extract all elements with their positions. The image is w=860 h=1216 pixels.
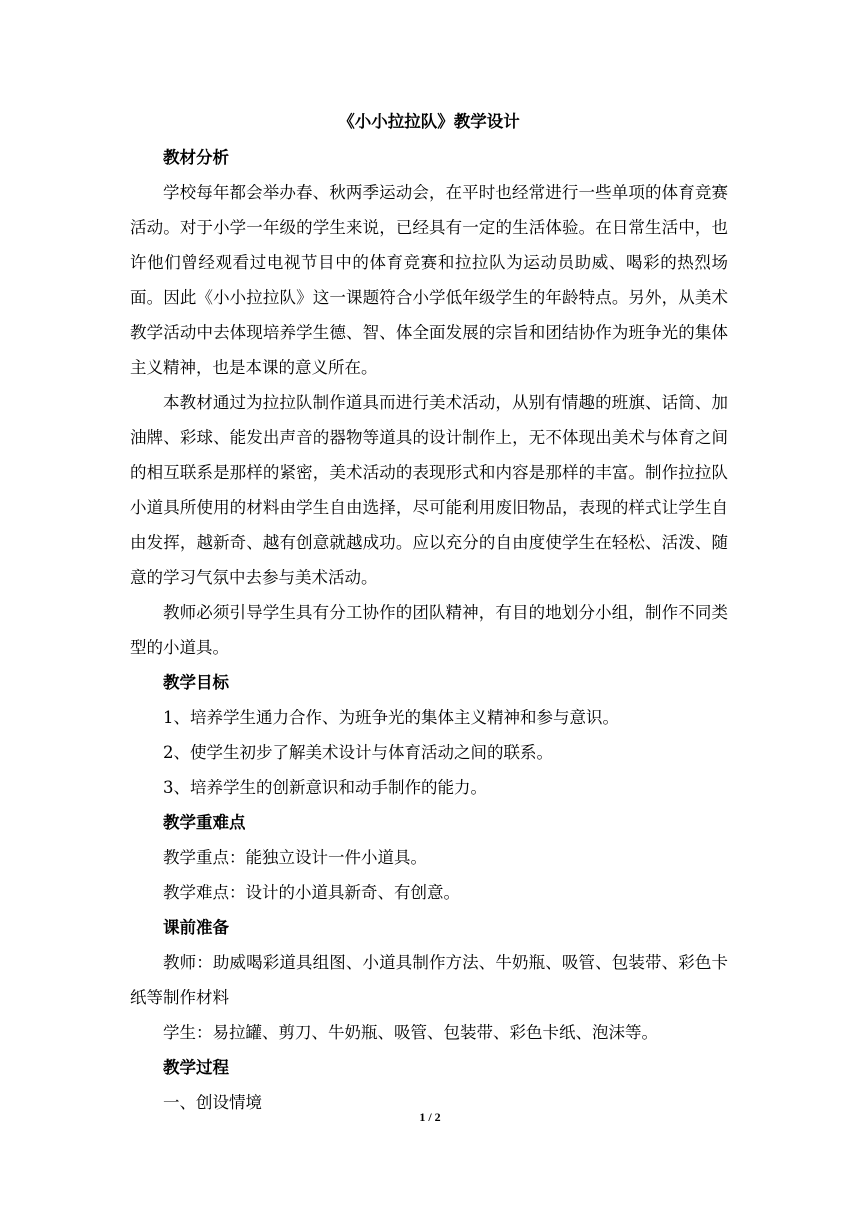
list-item: 一、创设情境	[163, 1093, 262, 1112]
list-item: 3、培养学生的创新意识和动手制作的能力。	[163, 778, 487, 797]
list-item: 教学难点：设计的小道具新奇、有创意。	[163, 883, 460, 902]
list-item: 学生：易拉罐、剪刀、牛奶瓶、吸管、包装带、彩色卡纸、泡沫等。	[163, 1023, 658, 1042]
document-body	[130, 104, 728, 1120]
document-title: 《小小拉拉队》教学设计	[338, 112, 520, 131]
section-heading-teaching-process: 教学过程	[163, 1058, 229, 1077]
list-item: 1、培养学生通力合作、为班争光的集体主义精神和参与意识。	[163, 708, 619, 727]
paragraph: 教师：助威喝彩道具组图、小道具制作方法、牛奶瓶、吸管、包装带、彩色卡纸等制作材料	[130, 953, 728, 1007]
page-number: 1 / 2	[419, 1110, 441, 1124]
section-heading-textbook-analysis: 教材分析	[163, 148, 229, 167]
list-item: 2、使学生初步了解美术设计与体育活动之间的联系。	[163, 743, 553, 762]
paragraph: 教师必须引导学生具有分工协作的团队精神，有目的地划分小组，制作不同类型的小道具。	[130, 603, 728, 657]
list-item: 教学重点：能独立设计一件小道具。	[163, 848, 427, 867]
paragraph: 学校每年都会举办春、秋两季运动会，在平时也经常进行一些单项的体育竞赛活动。对于小学一年级的学生来说，已经具有一定的生活体验。在日常生活中，也许他们曾经观看过电视节目中的体育竞赛和拉拉队为运动员助威、喝彩的热烈场面。因此《小小拉拉队》这一课题符合小学低年级学生的年龄特点。另外，从美术教学活动中去体现培养学生德、智、体全面发展的宗旨和团结协作为班争光的集体主义精神，也是本课的意义所在。	[130, 183, 728, 377]
paragraph: 本教材通过为拉拉队制作道具而进行美术活动，从别有情趣的班旗、话筒、加油牌、彩球、能发出声音的器物等道具的设计制作上，无不体现出美术与体育之间的相互联系是那样的紧密，美术活动的表现形式和内容是那样的丰富。制作拉拉队小道具所使用的材料由学生自由选择，尽可能利用废旧物品，表现的样式让学生自由发挥，越新奇、越有创意就越成功。应以充分的自由度使学生在轻松、活泼、随意的学习气氛中去参与美术活动。	[130, 393, 728, 587]
section-heading-teaching-goals: 教学目标	[163, 673, 229, 692]
section-heading-preparation: 课前准备	[163, 918, 229, 937]
section-heading-key-points: 教学重难点	[163, 813, 246, 832]
